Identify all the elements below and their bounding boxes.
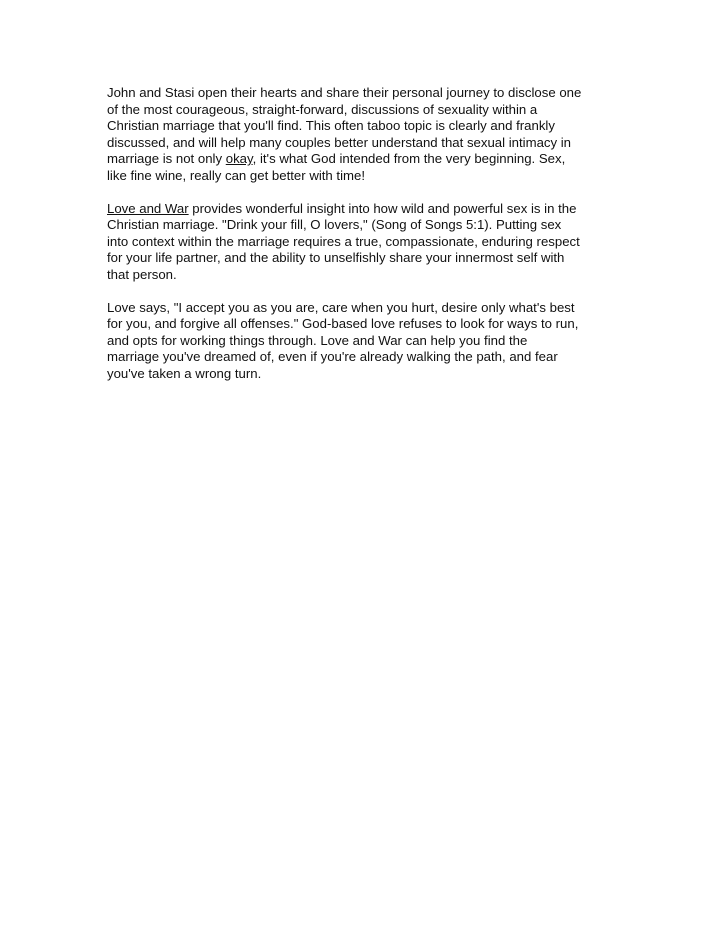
text-line	[107, 234, 627, 251]
text-line	[107, 201, 627, 218]
document-body	[107, 85, 627, 399]
text-segment: like fine wine, really can get better with time!	[107, 167, 366, 183]
text-segment: , it's what God intended from the very beginning. Sex,	[252, 151, 566, 166]
text-segment: provides wonderful insight into how wild and powerful sex is in the	[188, 200, 577, 216]
text-line	[107, 267, 627, 284]
text-segment: Christian marriage. "Drink your fill, O lovers," (Song of Songs 5:1). Putting sex	[107, 217, 562, 232]
text-line	[107, 316, 627, 333]
text-line	[107, 349, 627, 366]
text-segment: Christian marriage that you'll find. This often taboo topic is clearly and frankly	[107, 118, 555, 133]
text-segment: that person.	[107, 266, 177, 282]
text-segment: for you, and forgive all offenses." God-based love refuses to look for ways to run,	[107, 316, 579, 331]
text-segment: for your life partner, and the ability to unselfishly share your innermost self with	[107, 250, 565, 265]
text-line	[107, 151, 627, 168]
text-segment: of the most courageous, straight-forward, discussions of sexuality within a	[107, 101, 538, 117]
text-segment: and opts for working things through. Love and War can help you find the	[107, 332, 528, 348]
text-segment: you've taken a wrong turn.	[107, 365, 262, 381]
text-line	[107, 168, 627, 185]
text-line	[107, 250, 627, 267]
book-title-love-and-war: Love and War	[107, 200, 189, 216]
text-line	[107, 85, 627, 102]
text-segment: Love says, "I accept you as you are, care when you hurt, desire only what's best	[107, 299, 575, 315]
text-line	[107, 333, 627, 350]
text-segment: marriage is not only	[107, 151, 226, 166]
text-segment: marriage you've dreamed of, even if you're already walking the path, and fear	[107, 349, 558, 364]
text-line	[107, 135, 627, 152]
text-line	[107, 102, 627, 119]
paragraph-1	[107, 85, 627, 184]
text-segment: discussed, and will help many couples better understand that sexual intimacy in	[107, 134, 572, 150]
text-line	[107, 118, 627, 135]
text-segment: John and Stasi open their hearts and share their personal journey to disclose one	[107, 85, 582, 100]
paragraph-2	[107, 201, 627, 284]
text-line	[107, 300, 627, 317]
text-line	[107, 217, 627, 234]
text-line	[107, 366, 627, 383]
text-segment: into context within the marriage requires a true, compassionate, enduring respect	[107, 233, 580, 249]
underlined-word-okay: okay	[225, 151, 253, 166]
paragraph-3	[107, 300, 627, 383]
